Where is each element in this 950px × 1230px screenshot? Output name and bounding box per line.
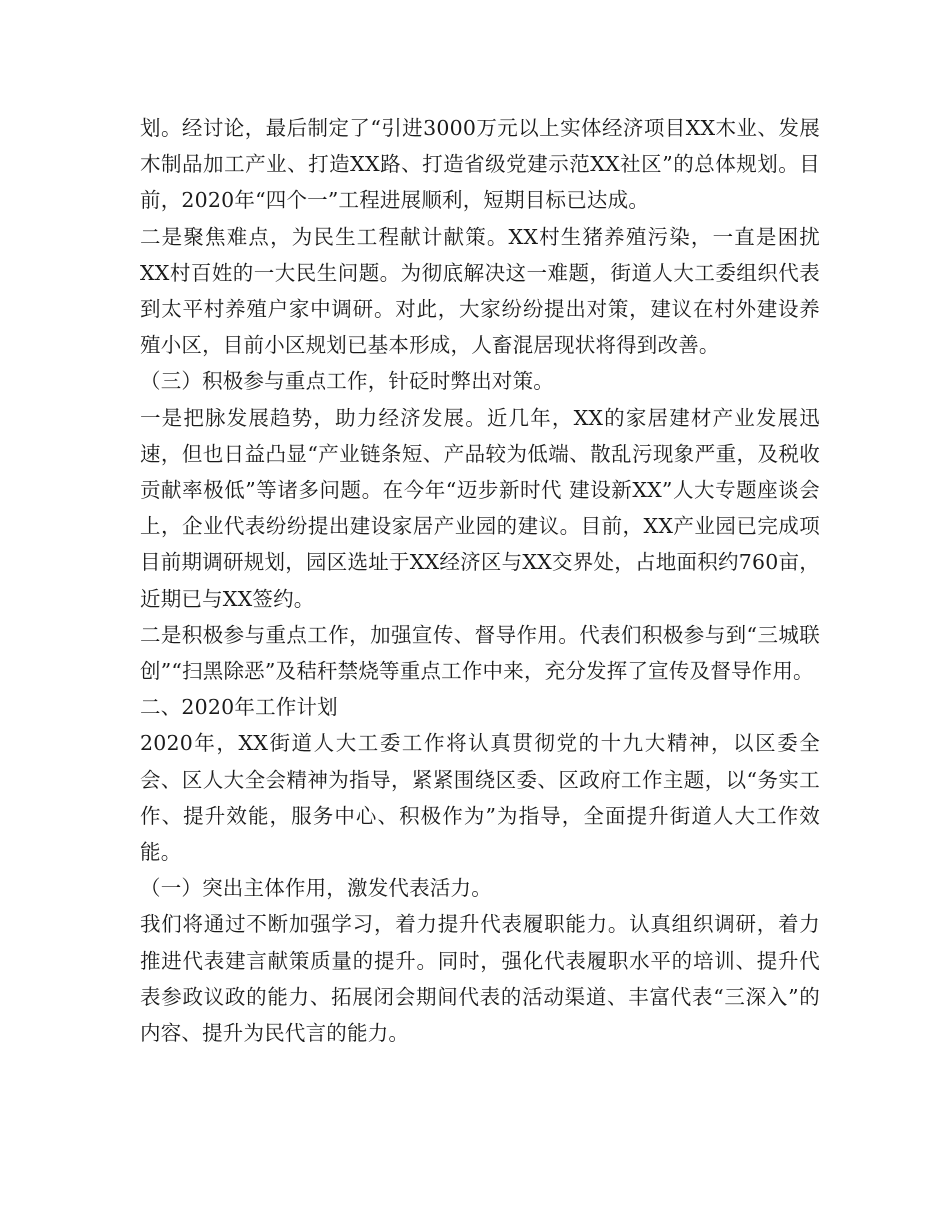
document-body <box>140 110 820 1051</box>
paragraph-planning-summary: 划。经讨论，最后制定了“引进3000万元以上实体经济项目XX木业、发展木制品加工产业、打造XX路、打造省级党建示范XX社区”的总体规划。目前，2020年“四个一”工程进展顺利，短期目标已达成。 <box>140 116 820 213</box>
heading-work-plan: 二、2020年工作计划 <box>140 695 338 720</box>
paragraph-publicity-supervision: 二是积极参与重点工作，加强宣传、督导作用。代表们积极参与到“三城联创”“扫黑除恶”及秸秆禁烧等重点工作中来，充分发挥了宣传及督导作用。 <box>140 622 820 684</box>
paragraph-plan-overview: 2020年，XX街道人大工委工作将认真贯彻党的十九大精神，以区委全会、区人大全会精神为指导，紧紧围绕区委、区政府工作主题，以“务实工作、提升效能，服务中心、积极作为”为指导，全面提升街道人大工作效能。 <box>140 731 820 865</box>
paragraph-livelihood-project: 二是聚焦难点，为民生工程献计献策。XX村生猪养殖污染，一直是困扰XX村百姓的一大民生问题。为彻底解决这一难题，街道人大工委组织代表到太平村养殖户家中调研。对此，大家纷纷提出对策，建议在村外建设养殖小区，目前小区规划已基本形成，人畜混居现状将得到改善。 <box>140 224 820 358</box>
paragraph-economic-development: 一是把脉发展趋势，助力经济发展。近几年，XX的家居建材产业发展迅速，但也日益凸显“产业链条短、产品较为低端、散乱污现象严重，及税收贡献率极低”等诸多问题。在今年“迈步新时代 建设新XX”人大专题座谈会上，企业代表纷纷提出建设家居产业园的建议。目前，XX产业园已完成项目前期调研规划，园区选址于XX经济区与XX交界处，占地面积约760亩，近期已与XX签约。 <box>140 405 820 611</box>
heading-representative-role: （一）突出主体作用，激发代表活力。 <box>140 876 492 901</box>
heading-key-work: （三）积极参与重点工作，针砭时弊出对策。 <box>140 369 554 394</box>
paragraph-representative-capacity: 我们将通过不断加强学习，着力提升代表履职能力。认真组织调研，着力推进代表建言献策质量的提升。同时，强化代表履职水平的培训、提升代表参政议政的能力、拓展闭会期间代表的活动渠道、丰富代表“三深入”的内容、提升为民代言的能力。 <box>140 912 820 1046</box>
